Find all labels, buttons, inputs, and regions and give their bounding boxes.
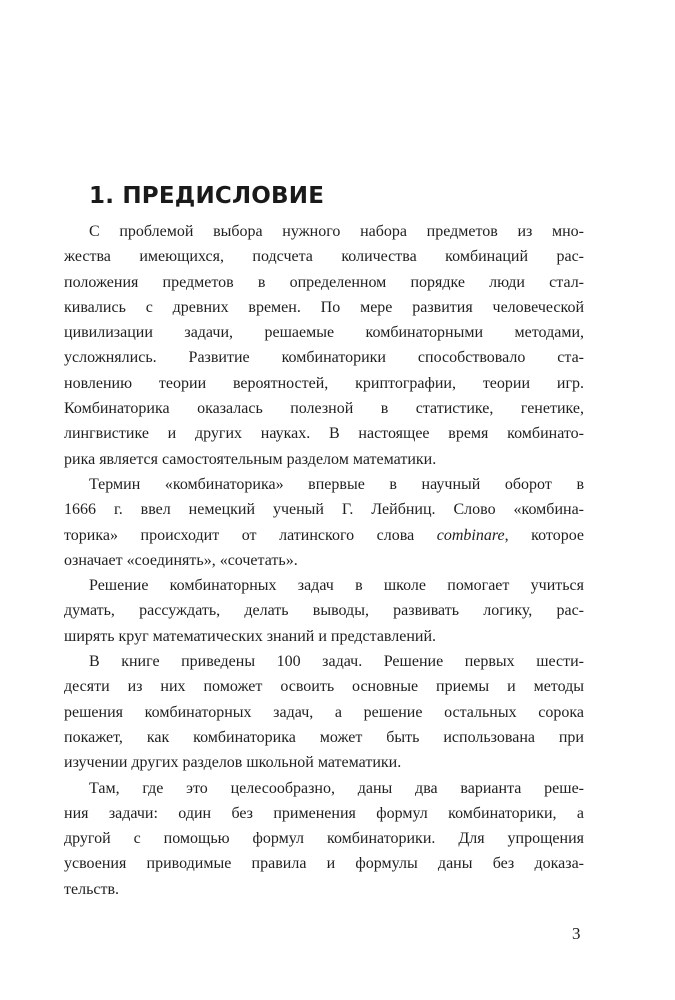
page-number: 3	[572, 924, 581, 943]
text-line: жества имеющихся, подсчета количества комбинаций рас-	[64, 248, 584, 266]
text-line: кивались с древних времен. По мере развития человеческой	[64, 298, 584, 316]
text-line: 1666 г. ввел немецкий ученый Г. Лейбниц. Слово «комбина-	[64, 501, 584, 519]
text-line: лингвистике и других науках. В настоящее время комбинато-	[64, 425, 584, 443]
latin-word: combinare	[436, 526, 505, 544]
text-line: усвоения приводимые правила и формулы даны без доказа-	[64, 855, 584, 873]
text-line: изучении других разделов школьной математики.	[64, 754, 402, 772]
text-line: В книге приведены 100 задач. Решение первых шести-	[89, 653, 584, 671]
text-line: думать, рассуждать, делать выводы, развивать логику, рас-	[64, 602, 584, 620]
text-line: Термин «комбинаторика» впервые в научный оборот в	[89, 475, 584, 493]
text-line: тельств.	[64, 880, 120, 898]
text-line: ния задачи: один без применения формул комбинаторики, а	[64, 804, 584, 822]
text-line: усложнялись. Развитие комбинаторики способствовало ста-	[64, 349, 584, 367]
paragraph-1	[64, 219, 584, 472]
text-line: Комбинаторика оказалась полезной в статистике, генетике,	[64, 400, 584, 418]
paragraph-2	[64, 472, 584, 573]
text-line: цивилизации задачи, решаемые комбинаторными методами,	[64, 324, 584, 342]
text-line: Решение комбинаторных задач в школе помогает учиться	[89, 577, 584, 595]
text-line: другой с помощью формул комбинаторики. Для упрощения	[64, 830, 584, 848]
text-line: Там, где это целесообразно, даны два варианта реше-	[89, 779, 584, 797]
body-text	[64, 219, 584, 902]
text-line: десяти из них поможет освоить основные приемы и методы	[64, 678, 584, 696]
paragraph-4	[64, 649, 584, 775]
text-line: означает «соединять», «сочетать».	[64, 551, 298, 569]
text-line: С проблемой выбора нужного набора предметов из мно-	[89, 223, 584, 240]
text-line: новлению теории вероятностей, криптографии, теории игр.	[64, 374, 584, 392]
text-line: рика является самостоятельным разделом математики.	[64, 450, 437, 468]
text-line: решения комбинаторных задач, а решение остальных сорока	[64, 703, 584, 721]
text-line: ширять круг математических знаний и представлений.	[64, 627, 437, 645]
text-line: положения предметов в определенном порядке люди стал-	[64, 273, 584, 291]
text-line-with-latin-word	[64, 523, 584, 548]
text-line: покажет, как комбинаторика может быть использована при	[64, 728, 584, 746]
text-segment: торика» происходит от латинского слова	[64, 526, 437, 544]
paragraph-3	[64, 573, 584, 649]
chapter-heading: 1. ПРЕДИСЛОВИЕ	[89, 183, 325, 209]
text-segment: , которое	[504, 526, 584, 544]
paragraph-5	[64, 776, 584, 902]
